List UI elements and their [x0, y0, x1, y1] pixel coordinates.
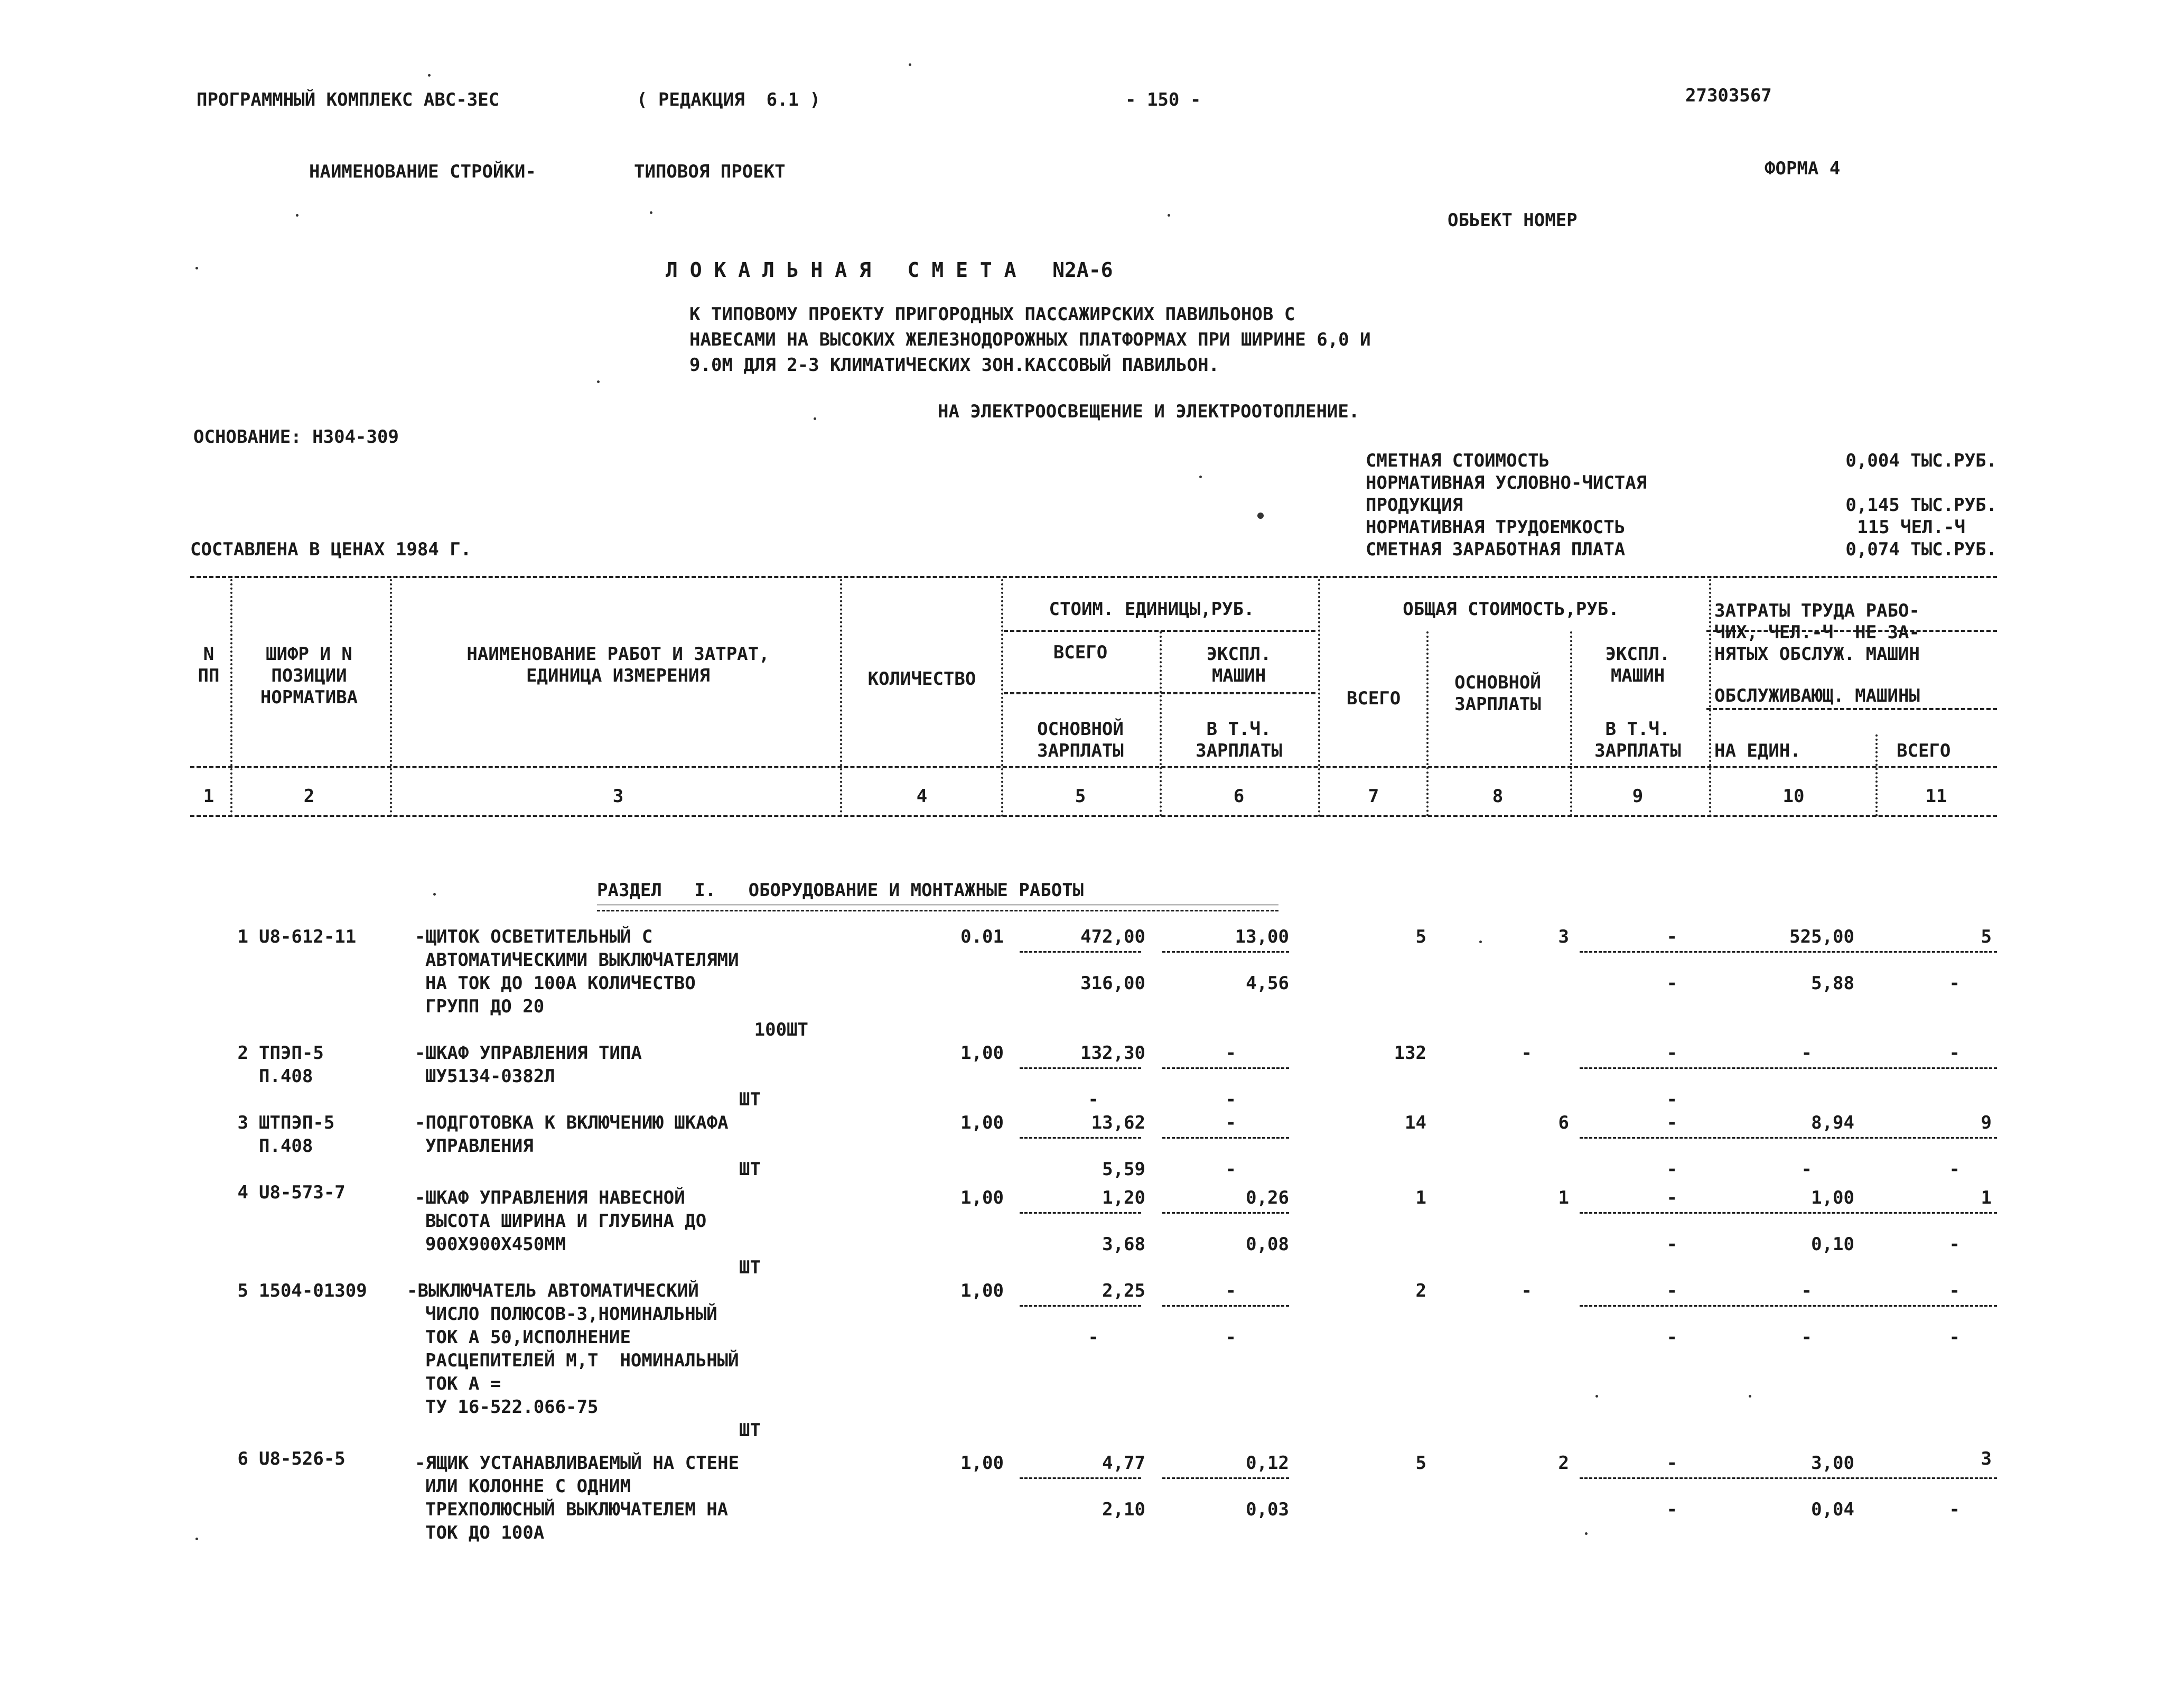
column-number: 4 — [916, 786, 928, 807]
row-labor-total: 9 — [1981, 1112, 1992, 1133]
scan-speck — [296, 214, 298, 217]
summary-label: СМЕТНАЯ СТОИМОСТЬ — [1366, 450, 1550, 471]
row-total-wage: 1 — [1558, 1187, 1569, 1208]
scan-speck — [814, 417, 816, 420]
row-code: П.408 — [259, 1066, 313, 1087]
summary-value: 0,074 ТЫС.РУБ. — [1845, 539, 1997, 560]
row-total: 14 — [1405, 1112, 1426, 1133]
row-unit-machine-wage: 0,08 — [1246, 1234, 1289, 1255]
scan-speck — [1585, 1532, 1588, 1535]
row-name: ТУ 16-522.066-75 — [425, 1397, 599, 1418]
row-total-wage: 2 — [1558, 1453, 1569, 1474]
row-total-machine-wage: - — [1666, 1499, 1677, 1520]
page-number: - 150 - — [1125, 89, 1201, 110]
row-divider — [1580, 1067, 1997, 1069]
header-unit-wage: ОСНОВНОЙ ЗАРПЛАТЫ — [1037, 719, 1124, 761]
row-divider — [1162, 1477, 1289, 1479]
row-name: ТОК А = — [425, 1373, 501, 1394]
row-labor-total: - — [1949, 1159, 1960, 1180]
row-quantity: 1,00 — [960, 1112, 1004, 1133]
scan-speck — [597, 380, 600, 383]
row-total-machines: - — [1666, 1112, 1677, 1133]
row-quantity: 1,00 — [960, 1280, 1004, 1301]
row-quantity: 1,00 — [960, 1042, 1004, 1064]
row-labor-per-unit: 525,00 — [1789, 926, 1854, 947]
header-labor-service: ОБСЛУЖИВАЮЩ. МАШИНЫ — [1714, 685, 1920, 706]
scan-speck — [433, 893, 436, 896]
column-number: 2 — [303, 786, 315, 807]
column-separator — [1709, 579, 1711, 817]
summary-label: НОРМАТИВНАЯ УСЛОВНО-ЧИСТАЯ — [1366, 472, 1647, 494]
row-divider — [1580, 1212, 1997, 1214]
row-divider — [1020, 951, 1141, 953]
row-unit-machines: 0,12 — [1246, 1453, 1289, 1474]
row-unit-total: 1,20 — [1102, 1187, 1145, 1208]
row-total: 2 — [1415, 1280, 1426, 1301]
row-labor-per-unit: 0,10 — [1811, 1234, 1854, 1255]
row-divider — [1162, 1137, 1289, 1139]
row-total-wage: 6 — [1558, 1112, 1569, 1133]
rule-top — [190, 576, 1997, 578]
scan-speck — [1595, 1395, 1598, 1398]
row-name: ИЛИ КОЛОННЕ С ОДНИМ — [425, 1476, 631, 1497]
header-unit-machines: ЭКСПЛ. МАШИН — [1206, 644, 1272, 686]
subtitle-scope: НА ЭЛЕКТРООСВЕЩЕНИЕ И ЭЛЕКТРООТОПЛЕНИЕ. — [938, 401, 1360, 422]
row-labor-total: 5 — [1981, 926, 1992, 947]
row-unit-machine-wage: 0,03 — [1246, 1499, 1289, 1520]
row-unit-machine-wage: - — [1225, 1327, 1236, 1348]
column-separator — [230, 579, 232, 817]
row-number: 1 — [237, 926, 248, 947]
row-unit-machines: 13,00 — [1235, 926, 1289, 947]
summary-value: 115 ЧЕЛ.-Ч — [1857, 517, 1965, 538]
row-unit: 100ШТ — [754, 1019, 808, 1040]
column-separator — [840, 579, 842, 817]
header-code: ШИФР И N ПОЗИЦИИ НОРМАТИВА — [260, 644, 358, 708]
header-unit-cost-group: СТОИМ. ЕДИНИЦЫ,РУБ. — [1049, 599, 1255, 620]
row-code: U8-526-5 — [259, 1448, 346, 1469]
row-labor-total: - — [1949, 973, 1960, 994]
column-separator — [1001, 579, 1003, 817]
row-unit-total: 13,62 — [1091, 1112, 1145, 1133]
row-name: ШУ5134-0382Л — [425, 1066, 555, 1087]
section-underline — [597, 905, 1278, 906]
scan-speck — [1479, 941, 1482, 943]
row-total-machines: - — [1666, 1187, 1677, 1208]
row-name: НА ТОК ДО 100А КОЛИЧЕСТВО — [425, 973, 696, 994]
row-unit-wage: - — [1088, 1089, 1099, 1110]
row-divider — [1580, 951, 1997, 953]
row-unit: ШТ — [739, 1089, 761, 1110]
header-labor-group: ЗАТРАТЫ ТРУДА РАБО- ЧИХ, ЧЕЛ.-Ч НЕ ЗА- НЯТЫХ ОБСЛУЖ. МАШИН — [1714, 600, 1920, 665]
row-labor-per-unit: 8,94 — [1811, 1112, 1854, 1133]
column-separator — [1570, 631, 1572, 816]
row-code: ШТПЭП-5 — [259, 1112, 335, 1133]
row-number: 2 — [237, 1042, 248, 1064]
estimate-title: Л О К А Л Ь Н А Я С М Е Т А N2А-6 — [666, 258, 1113, 282]
row-total-wage: - — [1521, 1042, 1532, 1064]
row-name: -ЯЩИК УСТАНАВЛИВАЕМЫЙ НА СТЕНЕ — [415, 1453, 740, 1474]
header-total-machine-wage: В Т.Ч. ЗАРПЛАТЫ — [1594, 719, 1681, 761]
header-labor-total: ВСЕГО — [1897, 740, 1951, 761]
section-underline — [597, 910, 1278, 911]
row-divider — [1162, 1067, 1289, 1069]
row-unit: ШТ — [739, 1420, 761, 1441]
basis: ОСНОВАНИЕ: Н304-309 — [193, 426, 399, 448]
row-labor-per-unit: - — [1801, 1159, 1812, 1180]
row-unit-wage: 3,68 — [1102, 1234, 1145, 1255]
row-labor-total: - — [1949, 1234, 1960, 1255]
row-labor-per-unit: - — [1801, 1280, 1812, 1301]
scan-speck — [195, 267, 198, 269]
column-separator — [1318, 579, 1320, 817]
summary-value: 0,004 ТЫС.РУБ. — [1845, 450, 1997, 471]
rule-header-bottom — [190, 766, 1997, 768]
row-divider — [1580, 1137, 1997, 1139]
row-name: ГРУПП ДО 20 — [425, 996, 545, 1017]
row-name: 900Х900Х450ММ — [425, 1234, 566, 1255]
row-labor-per-unit: - — [1801, 1327, 1812, 1348]
row-name: ТОК ДО 100А — [425, 1522, 545, 1543]
row-labor-per-unit: 1,00 — [1811, 1187, 1854, 1208]
row-name: РАСЦЕПИТЕЛЕЙ М,Т НОМИНАЛЬНЫЙ — [425, 1350, 739, 1371]
row-code: U8-573-7 — [259, 1182, 346, 1203]
summary-label: ПРОДУКЦИЯ — [1366, 495, 1463, 516]
row-unit-total: 2,25 — [1102, 1280, 1145, 1301]
row-quantity: 0.01 — [960, 926, 1004, 947]
row-code: ТПЭП-5 — [259, 1042, 324, 1064]
row-code: U8-612-11 — [259, 926, 357, 947]
row-labor-per-unit: 0,04 — [1811, 1499, 1854, 1520]
row-labor-total: 1 — [1981, 1187, 1992, 1208]
row-unit-machines: 0,26 — [1246, 1187, 1289, 1208]
summary-value: 0,145 ТЫС.РУБ. — [1845, 495, 1997, 516]
header-total-group: ОБЩАЯ СТОИМОСТЬ,РУБ. — [1403, 599, 1619, 620]
column-number: 8 — [1492, 786, 1504, 807]
header-total-machines: ЭКСПЛ. МАШИН — [1605, 644, 1670, 686]
row-labor-total: 3 — [1981, 1448, 1992, 1469]
row-unit-wage: - — [1088, 1327, 1099, 1348]
row-name: -ЩИТОК ОСВЕТИТЕЛЬНЫЙ С — [415, 926, 653, 947]
column-separator — [390, 579, 392, 817]
row-unit-machine-wage: - — [1225, 1089, 1236, 1110]
row-unit-machine-wage: - — [1225, 1159, 1236, 1180]
row-code: 1504-01309 — [259, 1280, 367, 1301]
row-labor-per-unit: 5,88 — [1811, 973, 1854, 994]
row-divider — [1020, 1212, 1141, 1214]
program-name: ПРОГРАММНЫЙ КОМПЛЕКС АВС-3ЕС — [197, 89, 500, 110]
row-code: П.408 — [259, 1135, 313, 1157]
row-divider — [1020, 1137, 1141, 1139]
column-number: 7 — [1368, 786, 1379, 807]
header-labor-per-unit: НА ЕДИН. — [1714, 740, 1801, 761]
scan-speck — [650, 211, 652, 214]
row-total-machines: - — [1666, 1042, 1677, 1064]
row-total: 1 — [1415, 1187, 1426, 1208]
rule-col-numbers — [190, 815, 1997, 817]
column-separator — [1160, 631, 1162, 816]
row-unit-total: 132,30 — [1080, 1042, 1145, 1064]
row-quantity: 1,00 — [960, 1453, 1004, 1474]
row-total-machines: - — [1666, 926, 1677, 947]
row-name: -ШКАФ УПРАВЛЕНИЯ ТИПА — [415, 1042, 642, 1064]
column-number: 9 — [1632, 786, 1644, 807]
header-total-all: ВСЕГО — [1346, 688, 1401, 709]
form-label: ФОРМА 4 — [1765, 158, 1841, 179]
row-labor-total: - — [1949, 1280, 1960, 1301]
subtitle-line-3: 9.0М ДЛЯ 2-3 КЛИМАТИЧЕСКИХ ЗОН.КАССОВЫЙ ПАВИЛЬОН. — [689, 355, 1220, 376]
row-total-machines: - — [1666, 1280, 1677, 1301]
row-divider — [1580, 1305, 1997, 1307]
row-divider — [1162, 1305, 1289, 1307]
row-divider — [1020, 1477, 1141, 1479]
row-name: -ШКАФ УПРАВЛЕНИЯ НАВЕСНОЙ — [415, 1187, 685, 1208]
construction-label: НАИМЕНОВАНИЕ СТРОЙКИ- — [309, 161, 536, 182]
row-divider — [1020, 1305, 1141, 1307]
row-divider — [1162, 951, 1289, 953]
row-unit-machines: - — [1225, 1042, 1236, 1064]
row-unit-wage: 5,59 — [1102, 1159, 1145, 1180]
row-total-machines: - — [1666, 1453, 1677, 1474]
row-name: ТОК А 50,ИСПОЛНЕНИЕ — [425, 1327, 631, 1348]
row-total-machine-wage: - — [1666, 973, 1677, 994]
column-number: 10 — [1782, 786, 1805, 807]
row-divider — [1162, 1212, 1289, 1214]
header-unit-total: ВСЕГО — [1053, 642, 1108, 663]
row-name: ЧИСЛО ПОЛЮСОВ-3,НОМИНАЛЬНЫЙ — [425, 1304, 717, 1325]
row-number: 4 — [237, 1182, 248, 1203]
row-name: ВЫСОТА ШИРИНА И ГЛУБИНА ДО — [425, 1211, 707, 1232]
row-unit-wage: 316,00 — [1080, 973, 1145, 994]
column-number: 5 — [1075, 786, 1086, 807]
column-number: 11 — [1925, 786, 1947, 807]
scan-speck — [1168, 214, 1170, 217]
header-quantity: КОЛИЧЕСТВО — [867, 668, 976, 690]
row-unit-machines: - — [1225, 1280, 1236, 1301]
header-total-wage: ОСНОВНОЙ ЗАРПЛАТЫ — [1454, 672, 1541, 715]
column-separator — [1426, 631, 1429, 816]
scan-speck — [1749, 1395, 1751, 1398]
row-total-wage: 3 — [1558, 926, 1569, 947]
subtitle-line-2: НАВЕСАМИ НА ВЫСОКИХ ЖЕЛЕЗНОДОРОЖНЫХ ПЛАТФОРМАХ ПРИ ШИРИНЕ 6,0 И — [689, 329, 1371, 350]
row-total-machine-wage: - — [1666, 1234, 1677, 1255]
row-unit-machines: - — [1225, 1112, 1236, 1133]
row-total-wage: - — [1521, 1280, 1532, 1301]
row-divider — [1020, 1067, 1141, 1069]
row-total-machine-wage: - — [1666, 1327, 1677, 1348]
prices-year: СОСТАВЛЕНА В ЦЕНАХ 1984 Г. — [190, 539, 472, 560]
row-divider — [1580, 1477, 1997, 1479]
column-number: 3 — [612, 786, 624, 807]
row-unit-total: 4,77 — [1102, 1453, 1145, 1474]
column-number: 6 — [1233, 786, 1245, 807]
row-labor-total: - — [1949, 1327, 1960, 1348]
column-separator — [1875, 734, 1878, 816]
scan-speck — [1257, 513, 1264, 519]
row-unit: ШТ — [739, 1257, 761, 1278]
section-title: РАЗДЕЛ I. ОБОРУДОВАНИЕ И МОНТАЖНЫЕ РАБОТЫ — [597, 880, 1084, 901]
row-unit-wage: 2,10 — [1102, 1499, 1145, 1520]
header-unit-machine-wage: В Т.Ч. ЗАРПЛАТЫ — [1196, 719, 1282, 761]
row-quantity: 1,00 — [960, 1187, 1004, 1208]
scan-speck — [195, 1538, 198, 1540]
row-labor-per-unit: - — [1801, 1042, 1812, 1064]
row-number: 6 — [237, 1448, 248, 1469]
header-row-number: N ПП — [198, 644, 220, 686]
row-labor-total: - — [1949, 1499, 1960, 1520]
row-number: 3 — [237, 1112, 248, 1133]
row-name: УПРАВЛЕНИЯ — [425, 1135, 534, 1157]
row-unit-total: 472,00 — [1080, 926, 1145, 947]
row-name: -ПОДГОТОВКА К ВКЛЮЧЕНИЮ ШКАФА — [415, 1112, 729, 1133]
edition: ( РЕДАКЦИЯ 6.1 ) — [637, 89, 820, 110]
row-number: 5 — [237, 1280, 248, 1301]
row-labor-per-unit: 3,00 — [1811, 1453, 1854, 1474]
row-unit-machine-wage: 4,56 — [1246, 973, 1289, 994]
header-work-name: НАИМЕНОВАНИЕ РАБОТ И ЗАТРАТ, ЕДИНИЦА ИЗМЕРЕНИЯ — [466, 644, 770, 686]
row-total: 5 — [1415, 1453, 1426, 1474]
document-number: 27303567 — [1685, 85, 1772, 106]
row-total: 132 — [1394, 1042, 1426, 1064]
row-total-machine-wage: - — [1666, 1159, 1677, 1180]
row-total: 5 — [1415, 926, 1426, 947]
row-labor-total: - — [1949, 1042, 1960, 1064]
row-name: АВТОМАТИЧЕСКИМИ ВЫКЛЮЧАТЕЛЯМИ — [425, 949, 739, 971]
construction-value: ТИПОВОЯ ПРОЕКТ — [634, 161, 786, 182]
object-label: ОБЬЕКТ НОМЕР — [1448, 210, 1578, 231]
row-name: ТРЕХПОЛЮСНЫЙ ВЫКЛЮЧАТЕЛЕМ НА — [425, 1499, 729, 1520]
summary-label: НОРМАТИВНАЯ ТРУДОЕМКОСТЬ — [1366, 517, 1626, 538]
row-name: -ВЫКЛЮЧАТЕЛЬ АВТОМАТИЧЕСКИЙ — [407, 1280, 699, 1301]
scan-speck — [909, 63, 911, 66]
row-unit: ШТ — [739, 1159, 761, 1180]
subtitle-line-1: К ТИПОВОМУ ПРОЕКТУ ПРИГОРОДНЫХ ПАССАЖИРСКИХ ПАВИЛЬОНОВ С — [689, 304, 1295, 325]
summary-label: СМЕТНАЯ ЗАРАБОТНАЯ ПЛАТА — [1366, 539, 1626, 560]
row-total-machine-wage: - — [1666, 1089, 1677, 1110]
rule-labor-sub — [1706, 708, 1997, 710]
scan-speck — [1199, 476, 1202, 478]
scan-speck — [428, 74, 431, 77]
column-number: 1 — [203, 786, 214, 807]
